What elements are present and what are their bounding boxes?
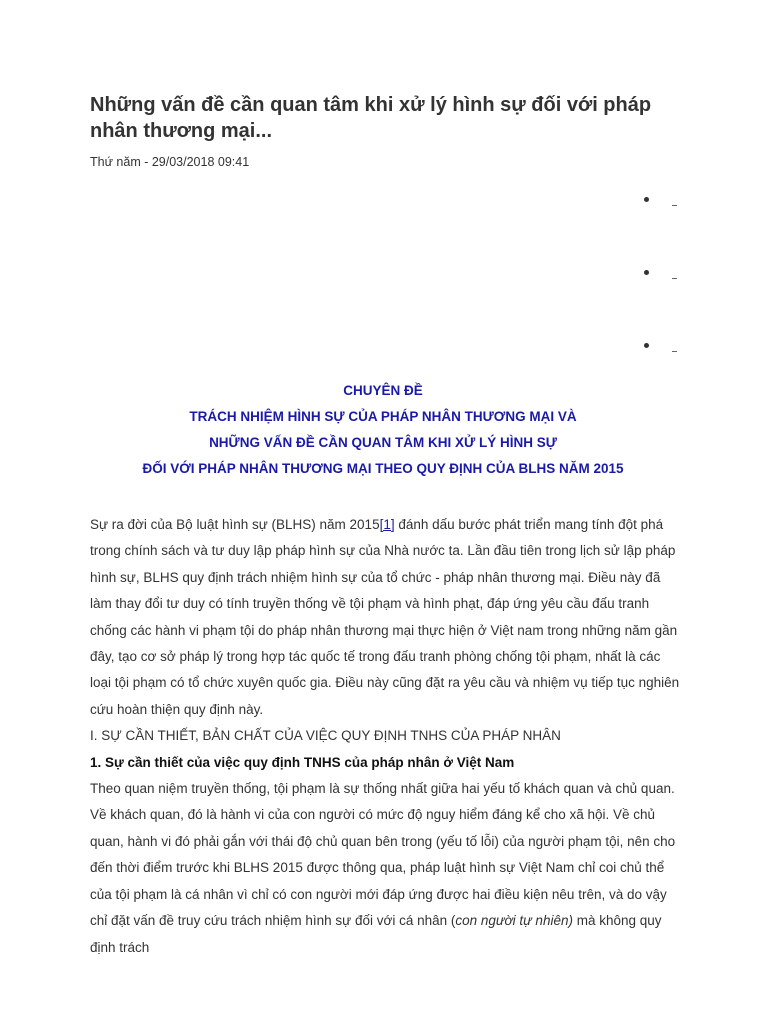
article-title: Những vấn đề cần quan tâm khi xử lý hình sự đối với pháp nhân thương mại... (90, 94, 652, 142)
topic-heading-line: CHUYÊN ĐỀ (343, 383, 423, 398)
intro-text-start: Sự ra đời của Bộ luật hình sự (BLHS) năm 2015 (90, 517, 380, 532)
share-link[interactable] (672, 205, 677, 206)
share-link[interactable] (672, 351, 677, 352)
topic-heading (90, 380, 676, 484)
list-item (640, 192, 700, 265)
article-date: Thứ năm - 29/03/2018 09:41 (90, 155, 250, 169)
article-body (90, 512, 680, 961)
intro-paragraph (90, 512, 680, 723)
footnote-link[interactable]: [1] (379, 517, 395, 532)
bullet-icon (644, 197, 649, 202)
topic-heading-line: TRÁCH NHIỆM HÌNH SỰ CỦA PHÁP NHÂN THƯƠNG MẠI VÀ (189, 409, 577, 424)
subsection-heading: 1. Sự cần thiết của việc quy định TNHS của pháp nhân ở Việt Nam (90, 754, 515, 770)
share-link[interactable] (672, 278, 677, 279)
section-text-end: mà không quy định trách (90, 913, 662, 955)
section-paragraph (90, 776, 680, 961)
section-text-emphasis: con người tự nhiên) (455, 913, 573, 929)
share-link-list (640, 192, 700, 411)
topic-heading-line: ĐỐI VỚI PHÁP NHÂN THƯƠNG MẠI THEO QUY ĐỊNH CỦA BLHS NĂM 2015 (142, 461, 624, 476)
bullet-icon (644, 270, 649, 275)
list-item (640, 265, 700, 338)
section-text-start: Theo quan niệm truyền thống, tội phạm là sự thống nhất giữa hai yếu tố khách quan và chủ quan. Về khách quan, đó là hành vi của con người có mức độ nguy hiểm đáng kể cho xã hội. Về chủ quan, hành vi đó phải gắn với thái độ chủ quan bên trong (yếu tố lỗi) của người phạm tội, nên cho đến thời điểm trước khi BLHS 2015 được thông qua, pháp luật hình sự Việt Nam chỉ coi chủ thể của tội phạm là cá nhân vì chỉ có con người mới đáp ứng được hai điều kiện nêu trên, và do vậy chỉ đặt vấn đề truy cứu trách nhiệm hình sự đối với cá nhân ( (90, 781, 676, 929)
bullet-icon (644, 343, 649, 348)
section-heading: I. SỰ CẦN THIẾT, BẢN CHẤT CỦA VIỆC QUY ĐỊNH TNHS CỦA PHÁP NHÂN (90, 728, 561, 744)
intro-text-rest: đánh dấu bước phát triển mang tính đột phá trong chính sách và tư duy lập pháp hình sự của Nhà nước ta. Lần đầu tiên trong lịch sử lập pháp hình sự, BLHS quy định trách nhiệm hình sự của tổ chức - pháp nhân thương mại. Điều này đã làm thay đổi tư duy có tính truyền thống về tội phạm và hình phạt, đáp ứng yêu cầu đấu tranh chống các hành vi phạm tội do pháp nhân thương mại thực hiện ở Việt nam trong những năm gần đây, tạo cơ sở pháp lý trong hợp tác quốc tế trong đấu tranh phòng chống tội phạm, nhất là các loại tội phạm có tổ chức xuyên quốc gia. Điều này cũng đặt ra yêu cầu và nhiệm vụ tiếp tục nghiên cứu hoàn thiện quy định này. (90, 517, 680, 717)
topic-heading-line: NHỮNG VẤN ĐỀ CẦN QUAN TÂM KHI XỬ LÝ HÌNH SỰ (209, 435, 557, 450)
